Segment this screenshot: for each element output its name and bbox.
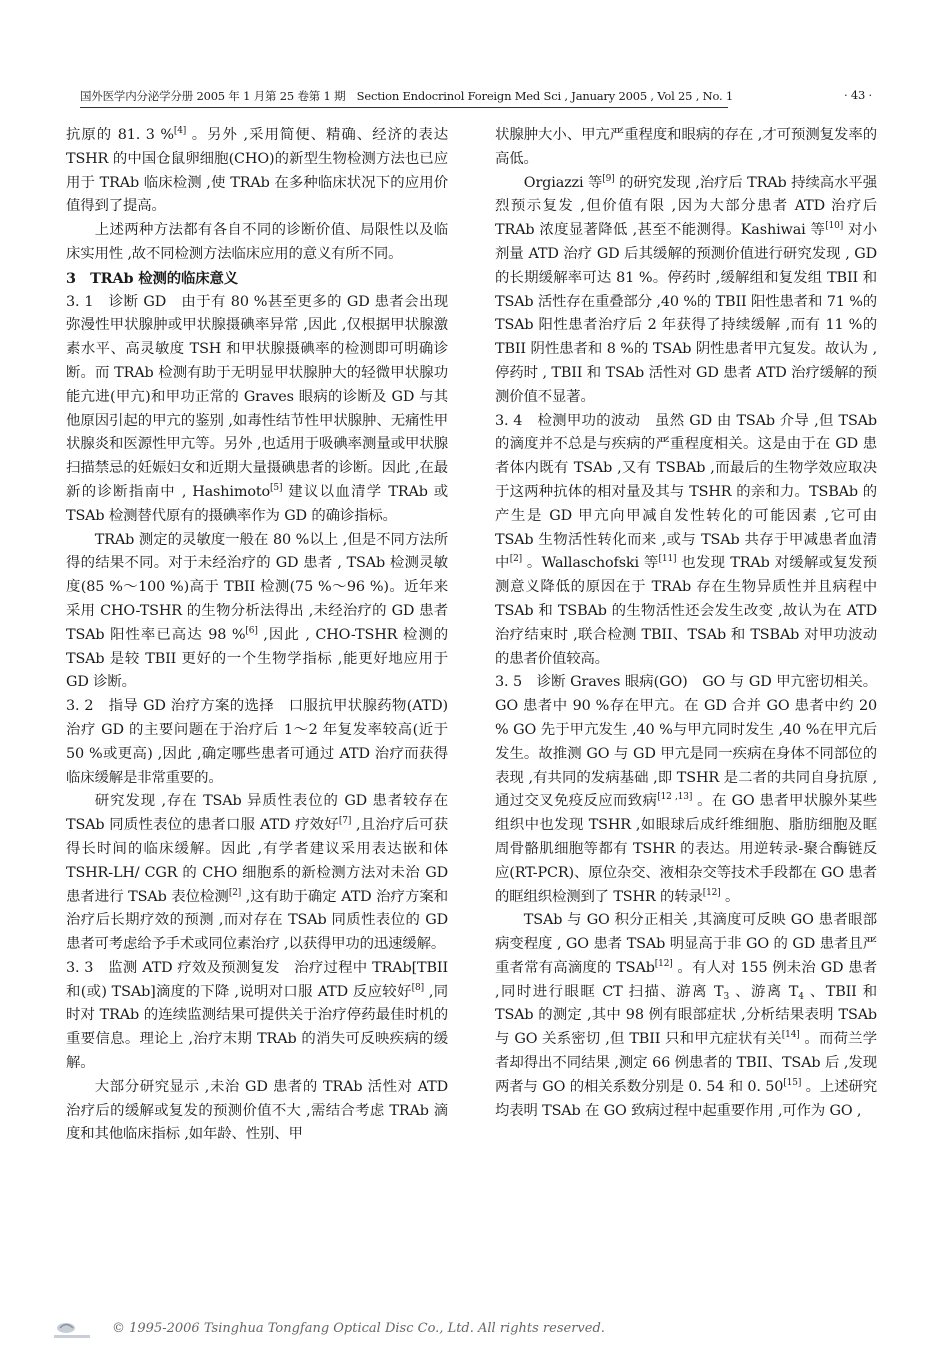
paragraph: 3. 2 指导 GD 治疗方案的选择 口服抗甲状腺药物(ATD)治疗 GD 的主要问题在于治疗后 1～2 年复发率较高(近于 50 %或更高) ,因此 ,确定哪些患者可通过 ATD 治疗而获得临床缓解是非常重要的。	[66, 698, 448, 786]
paragraph: 3. 5 诊断 Graves 眼病(GO) GO 与 GD 甲亢密切相关。GO 患者中 90 %存在甲亢。在 GD 合并 GO 患者中约 20 % GO 先于甲亢发生 ,40 %与甲亢同时发生 ,40 %在甲亢后发生。故推测 GO 与 GD 甲亢是同一疾病在身体不同部位的表现 ,有共同的发病基础 ,即 TSHR 是二者的共同自身抗原 ,通过交叉免疫反应而致病[12 ,13] 。在 GO 患者甲状腺外某些组织中也发现 TSHR ,如眼球后成纤维细胞、脂肪细胞及眶周骨骼肌细胞等都有 TSHR 的表达。用逆转录-聚合酶链反应(RT-PCR)、原位杂交、液相杂交等技术手段都在 GO 患者的眶组织检测到了 TSHR 的转录[12] 。	[495, 674, 877, 905]
paragraph: 3. 3 监测 ATD 疗效及预测复发 治疗过程中 TRAb[TBII 和(或) TSAb]滴度的下降 ,说明对口服 ATD 反应较好[8] ,同时对 TRAb 的连续监测结果可提供关于治疗停药最佳时机的重要信息。理论上 ,治疗末期 TRAb 的消失可反映疾病的缓解。	[66, 959, 448, 1072]
paragraph: 上述两种方法都有各自不同的诊断价值、局限性以及临床实用性 ,故不同检测方法临床应用的意义有所不同。	[66, 222, 448, 262]
publisher-logo-icon	[52, 1319, 94, 1341]
page-number: · 43 ·	[843, 88, 872, 102]
left-column	[66, 124, 448, 1147]
paragraph: TRAb 测定的灵敏度一般在 80 %以上 ,但是不同方法所得的结果不同。对于未经治疗的 GD 患者 , TSAb 检测灵敏度(85 %～100 %)高于 TBII 检测(75 %～96 %)。近年来采用 CHO-TSHR 的生物分析法得出 ,未经治疗的 GD 患者 TSAb 阳性率已高达 98 %[6] ,因此 , CHO-TSHR 检测的 TSAb 是较 TBII 更好的一个生物学指标 ,能更好地应用于 GD 诊断。	[66, 531, 448, 691]
paragraph: 大部分研究显示 ,未治 GD 患者的 TRAb 活性对 ATD 治疗后的缓解或复发的预测价值不大 ,需结合考虑 TRAb 滴度和其他临床指标 ,如年龄、性别、甲	[66, 1078, 448, 1143]
paragraph: 抗原的 81. 3 %[4] 。另外 ,采用简便、精确、经济的表达 TSHR 的中国仓鼠卵细胞(CHO)的新型生物检测方法也已应用于 TRAb 临床检测 ,使 TRAb 在多种临床状况下的应用价值得到了提高。	[66, 126, 448, 215]
paragraph: 状腺肿大小、甲亢严重程度和眼病的存在 ,才可预测复发率的高低。	[495, 127, 877, 167]
right-column	[495, 124, 877, 1123]
paragraph: 3. 1 诊断 GD 由于有 80 %甚至更多的 GD 患者会出现弥漫性甲状腺肿或甲状腺摄碘率异常 ,因此 ,仅根据甲状腺激素水平、高灵敏度 TSH 和甲状腺摄碘率的检测即可明确诊断。而 TRAb 检测有助于无明显甲状腺肿大的轻微甲状腺功能亢进(甲亢)和甲功正常的 Graves 眼病的诊断及 GD 与其他原因引起的甲亢的鉴别 ,如毒性结节性甲状腺肿、无痛性甲状腺炎和医源性甲亢等。另外 ,也适用于吸碘率测量或甲状腺扫描禁忌的妊娠妇女和近期大量摄碘患者的诊断。因此 ,在最新的诊断指南中 , Hashimoto[5] 建议以血清学 TRAb 或 TSAb 检测替代原有的摄碘率作为 GD 的确诊指标。	[66, 293, 448, 524]
header-rule	[80, 107, 728, 108]
paragraph: Orgiazzi 等[9] 的研究发现 ,治疗后 TRAb 持续高水平强烈预示复发 ,但价值有限 ,因为大部分患者 ATD 治疗后 TRAb 浓度显著降低 ,甚至不能测得。Kashiwai 等[10] 对小剂量 ATD 治疗 GD 后其缓解的预测价值进行研究发现 , GD 的长期缓解率可达 81 %。停药时 ,缓解组和复发组 TBII 和 TSAb 活性存在重叠部分 ,40 %的 TBII 阳性患者和 71 %的 TSAb 阳性患者治疗后 2 年获得了持续缓解 ,而有 11 %的 TBII 阴性患者和 8 %的 TSAb 阴性患者甲亢复发。故认为 ,停药时 , TBII 和 TSAb 活性对 GD 患者 ATD 治疗缓解的预测价值不显著。	[495, 173, 877, 405]
running-header	[80, 88, 872, 106]
paragraph: TSAb 与 GO 积分正相关 ,其滴度可反映 GO 患者眼部病变程度 , GO 患者 TSAb 明显高于非 GO 的 GD 患者且严重者常有高滴度的 TSAb[12] 。有人对 155 例未治 GD 患者 ,同时进行眼眶 CT 扫描、游离 $T_3$ 、游离 $T_4$ 、TBII 和 TSAb 的测定 ,其中 98 例有眼部症状 ,分析结果表明 TSAb 与 GO 关系密切 ,但 TBII 只和甲亢症状有关[14] 。而荷兰学者却得出不同结果 ,测定 66 例患者的 TBII、TSAb 后 ,发现两者与 GO 的相关系数分别是 0. 54 和 0. 50[15] 。上述研究均表明 TSAb 在 GO 致病过程中起重要作用 ,可作为 GO ,	[495, 912, 878, 1119]
copyright-notice: © 1995-2006 Tsinghua Tongfang Optical Disc Co., Ltd. All rights reserved.	[112, 1321, 605, 1336]
paragraph: 3. 4 检测甲功的波动 虽然 GD 由 TSAb 介导 ,但 TSAb 的滴度并不总是与疾病的严重程度相关。这是由于在 GD 患者体内既有 TSAb ,又有 TSBAb ,而最后的生物学效应取决于这两种抗体的相对量及其与 TSHR 的亲和力。TSBAb 的产生是 GD 甲亢向甲减自发性转化的可能因素 ,它可由 TSAb 生物活性转化而来 ,或与 TSAb 共存于甲减患者血清中[2] 。Wallaschofski 等[11] 也发现 TRAb 对缓解或复发预测意义降低的原因在于 TRAb 存在生物异质性并且病程中 TSAb 和 TSBAb 的生物活性还会发生改变 ,故认为在 ATD 治疗结束时 ,联合检测 TBII、TSAb 和 TSBAb 对甲功波动的患者价值较高。	[495, 412, 877, 667]
paragraph: 研究发现 ,存在 TSAb 异质性表位的 GD 患者较存在 TSAb 同质性表位的患者口服 ATD 疗效好[7] ,且治疗后可获得长时间的临床缓解。因此 ,有学者建议采用表达嵌和体 TSHR-LH/ CGR 的 CHO 细胞系的新检测方法对未治 GD 患者进行 TSAb 表位检测[2] ,这有助于确定 ATD 治疗方案和治疗后长期疗效的预测 ,而对存在 TSAb 同质性表位的 GD 患者可考虑给予手术或同位素治疗 ,以获得甲功的迅速缓解。	[66, 793, 449, 953]
journal-citation: 国外医学内分泌学分册 2005 年 1 月第 25 卷第 1 期 Section Endocrinol Foreign Med Sci , January 2005 , Vol 25 , No. 1	[80, 89, 734, 103]
section-heading: 3 TRAb 检测的临床意义	[66, 269, 238, 287]
footer	[52, 1319, 652, 1341]
